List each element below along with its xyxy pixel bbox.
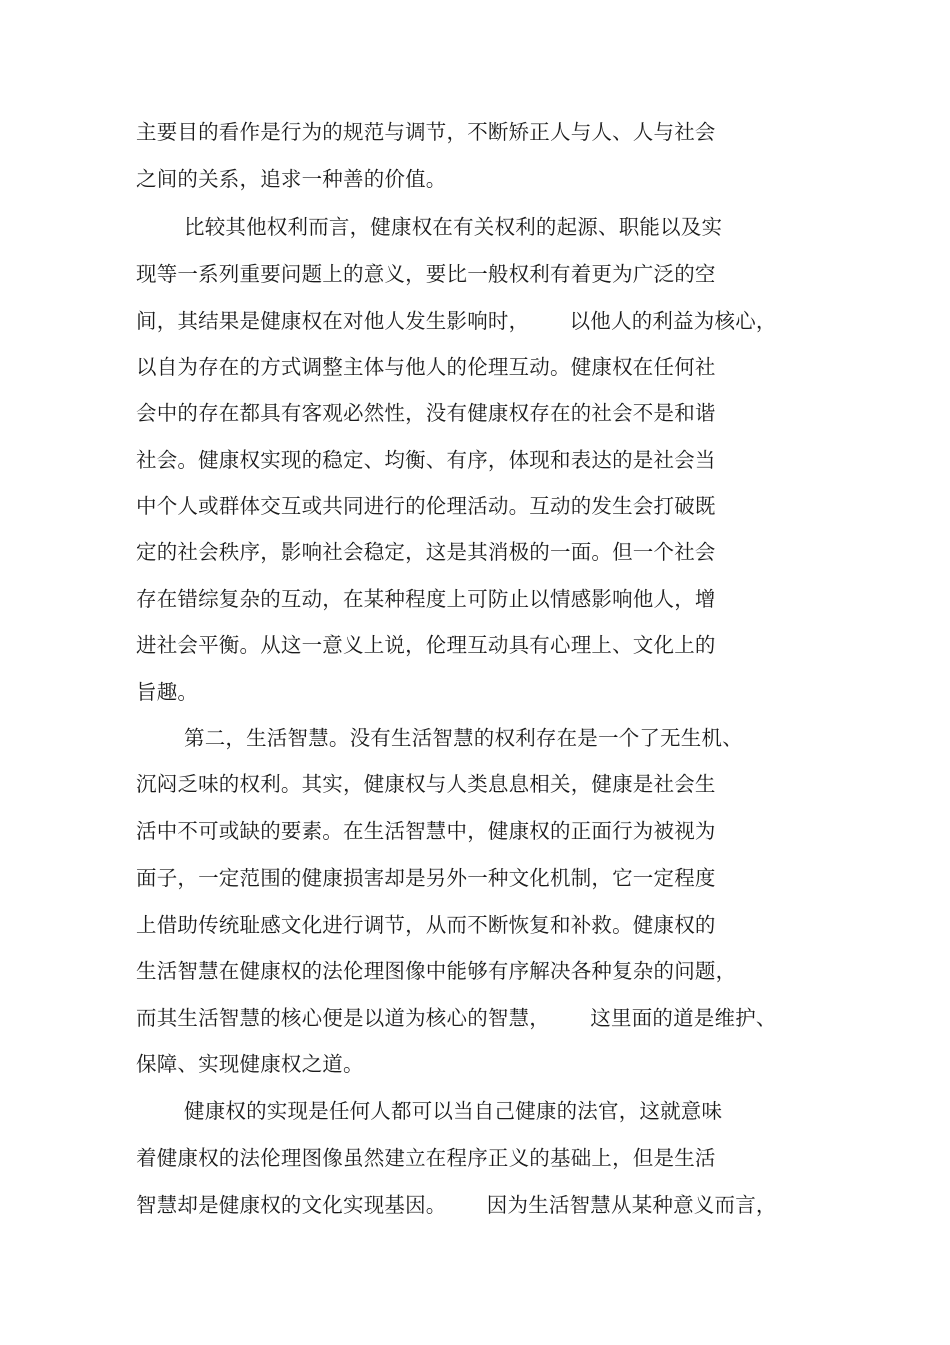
text-line: 间，其结果是健康权在对他人发生影响时， 以他人的利益为核心， <box>136 309 777 333</box>
text-line: 主要目的看作是行为的规范与调节，不断矫正人与人、人与社会 <box>136 120 716 144</box>
text-line: 智慧却是健康权的文化实现基因。 因为生活智慧从某种意义而言， <box>136 1193 777 1217</box>
text-line: 之间的关系，追求一种善的价值。 <box>136 167 447 191</box>
text-line: 上借助传统耻感文化进行调节，从而不断恢复和补救。健康权的 <box>136 913 716 937</box>
paragraph-first-line: 比较其他权利而言，健康权在有关权利的起源、职能以及实 <box>184 215 723 239</box>
text-line: 社会。健康权实现的稳定、均衡、有序，体现和表达的是社会当 <box>136 448 716 472</box>
text-line: 保障、实现健康权之道。 <box>136 1052 364 1076</box>
text-line: 活中不可或缺的要素。在生活智慧中，健康权的正面行为被视为 <box>136 819 716 843</box>
text-line: 进社会平衡。从这一意义上说，伦理互动具有心理上、文化上的 <box>136 633 716 657</box>
text-line: 沉闷乏味的权利。其实，健康权与人类息息相关，健康是社会生 <box>136 772 716 796</box>
text-line: 生活智慧在健康权的法伦理图像中能够有序解决各种复杂的问题， <box>136 959 737 983</box>
text-line: 中个人或群体交互或共同进行的伦理活动。互动的发生会打破既 <box>136 494 716 518</box>
text-line: 定的社会秩序，影响社会稳定，这是其消极的一面。但一个社会 <box>136 540 716 564</box>
text-line: 存在错综复杂的互动，在某种程度上可防止以情感影响他人，增 <box>136 587 716 611</box>
text-line: 面子，一定范围的健康损害却是另外一种文化机制，它一定程度 <box>136 866 716 890</box>
text-line: 着健康权的法伦理图像虽然建立在程序正义的基础上，但是生活 <box>136 1146 716 1170</box>
text-line: 以自为存在的方式调整主体与他人的伦理互动。健康权在任何社 <box>136 355 716 379</box>
text-line: 旨趣。 <box>136 680 199 704</box>
paragraph-first-line: 第二，生活智慧。没有生活智慧的权利存在是一个了无生机、 <box>184 726 743 750</box>
text-line: 现等一系列重要问题上的意义，要比一般权利有着更为广泛的空 <box>136 262 716 286</box>
paragraph-first-line: 健康权的实现是任何人都可以当自己健康的法官，这就意味 <box>184 1099 723 1123</box>
text-line: 会中的存在都具有客观必然性，没有健康权存在的社会不是和谐 <box>136 401 716 425</box>
text-line: 而其生活智慧的核心便是以道为核心的智慧， 这里面的道是维护、 <box>136 1006 777 1030</box>
